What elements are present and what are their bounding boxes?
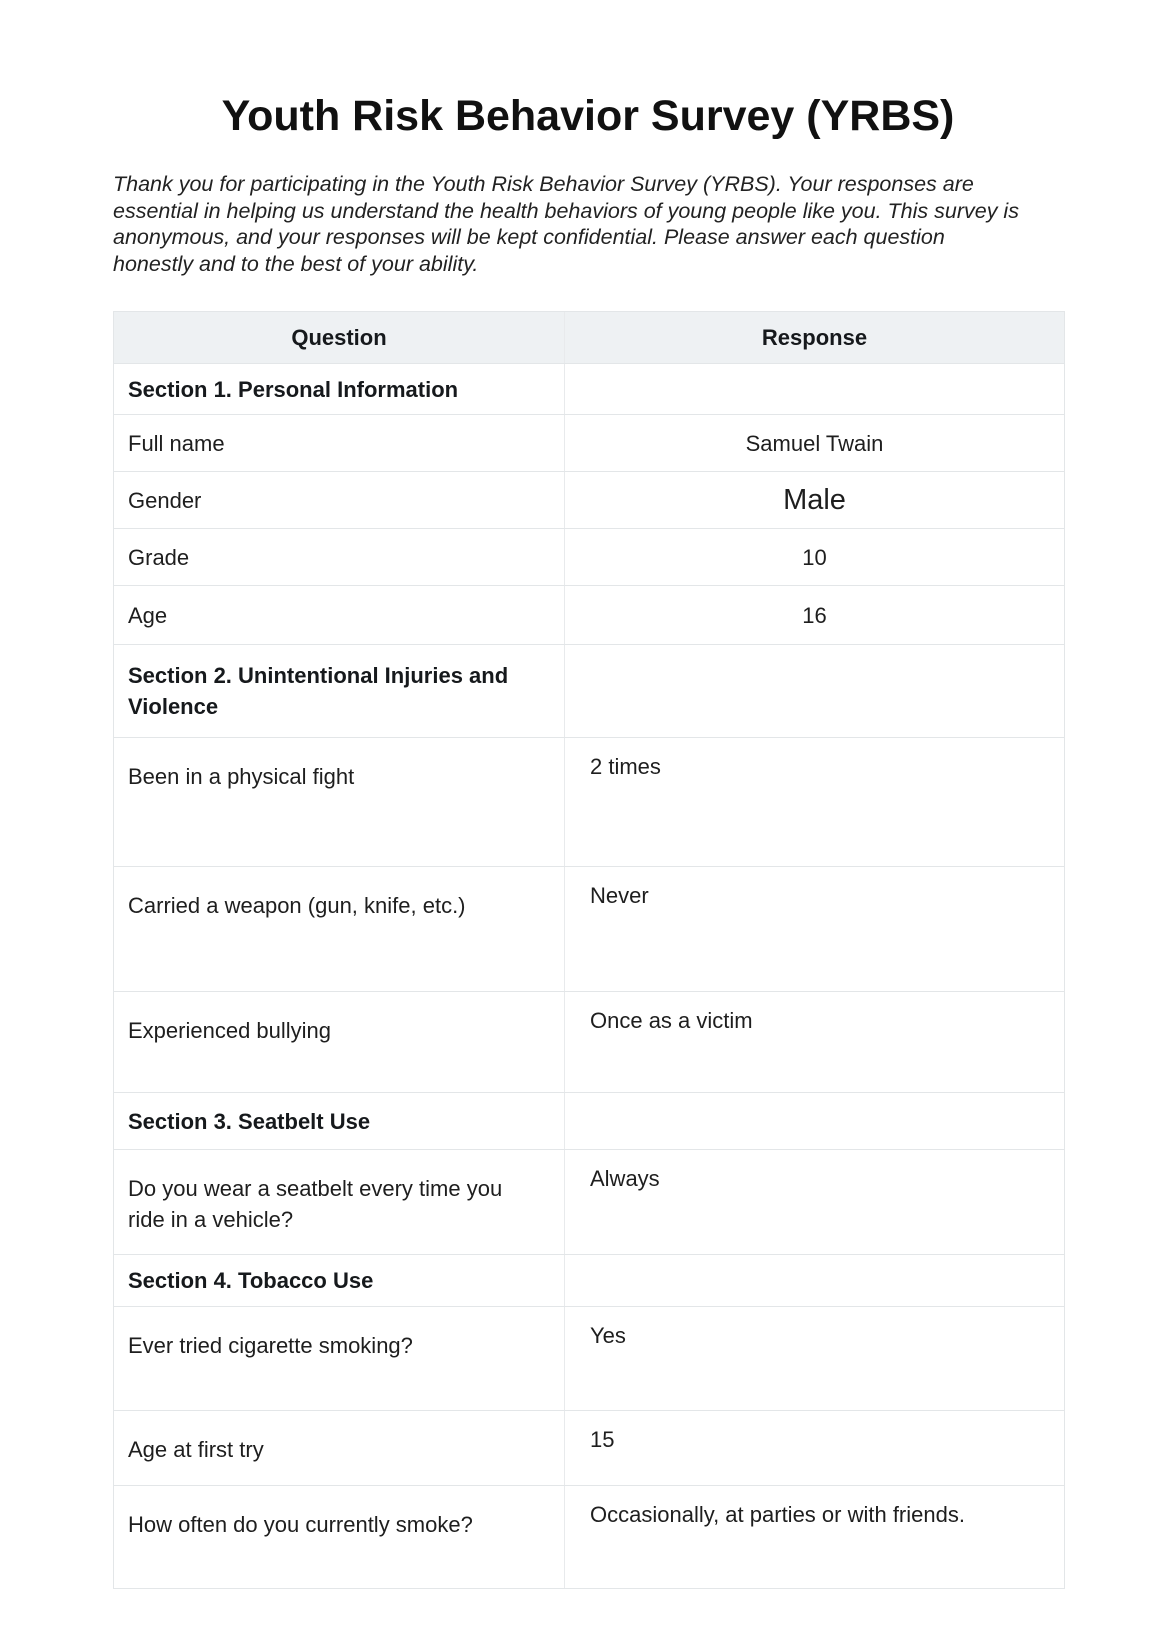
question-response-row <box>114 1149 1064 1254</box>
question-response-row <box>114 528 1064 585</box>
question-cell: Experienced bullying <box>128 1018 332 1043</box>
question-cell: Age at first try <box>128 1437 264 1462</box>
question-cell: Grade <box>128 544 190 570</box>
intro-paragraph: Thank you for participating in the Youth Risk Behavior Survey (YRBS). Your responses are essential in helping us understand the health behaviors of young people like you. This survey is anonymous, and your responses will be kept confidential. Please answer each question honestly and to the best of your ability. <box>113 172 1019 276</box>
question-response-row <box>114 1306 1064 1410</box>
section-header-row <box>114 363 1064 414</box>
response-cell: Yes <box>564 1307 1064 1410</box>
section-header-row <box>114 1254 1064 1306</box>
section-header-row <box>114 644 1064 737</box>
question-response-row <box>114 471 1064 528</box>
question-column-header: Question <box>291 325 387 350</box>
response-cell: 15 <box>564 1411 1064 1485</box>
response-cell: Male <box>564 472 1064 528</box>
response-cell: 10 <box>564 529 1064 585</box>
response-cell: Occasionally, at parties or with friends. <box>564 1486 1064 1588</box>
section-label: Section 4. Tobacco Use <box>128 1268 374 1293</box>
question-cell: How often do you currently smoke? <box>128 1512 473 1537</box>
question-cell: Gender <box>128 487 202 513</box>
section-header-row <box>114 1092 1064 1149</box>
question-response-row <box>114 991 1064 1092</box>
question-response-row <box>114 1485 1064 1588</box>
question-cell: Age <box>128 602 168 628</box>
response-cell: 2 times <box>564 738 1064 866</box>
response-cell <box>564 1255 1064 1306</box>
response-cell: Samuel Twain <box>564 415 1064 471</box>
response-cell: Always <box>564 1150 1064 1254</box>
question-response-row <box>114 737 1064 866</box>
question-cell: Full name <box>128 430 225 456</box>
section-label: Section 2. Unintentional Injuries and Violence <box>128 663 509 719</box>
question-cell: Do you wear a seatbelt every time you ride in a vehicle? <box>128 1176 503 1232</box>
section-label: Section 1. Personal Information <box>128 376 459 402</box>
response-cell <box>564 645 1064 737</box>
response-column-header: Response <box>564 312 1064 363</box>
response-cell <box>564 364 1064 414</box>
page-title: Youth Risk Behavior Survey (YRBS) <box>221 92 955 140</box>
response-cell <box>564 1093 1064 1149</box>
response-cell: 16 <box>564 586 1064 644</box>
table-header-row <box>114 312 1064 363</box>
question-cell: Ever tried cigarette smoking? <box>128 1333 413 1358</box>
question-response-row <box>114 414 1064 471</box>
question-response-row <box>114 1410 1064 1485</box>
question-response-row <box>114 866 1064 991</box>
table-body <box>114 363 1064 1588</box>
section-label: Section 3. Seatbelt Use <box>128 1108 371 1134</box>
survey-table <box>113 311 1065 1589</box>
response-cell: Once as a victim <box>564 992 1064 1092</box>
response-cell: Never <box>564 867 1064 991</box>
question-response-row <box>114 585 1064 644</box>
question-cell: Been in a physical fight <box>128 764 355 789</box>
question-cell: Carried a weapon (gun, knife, etc.) <box>128 893 466 918</box>
